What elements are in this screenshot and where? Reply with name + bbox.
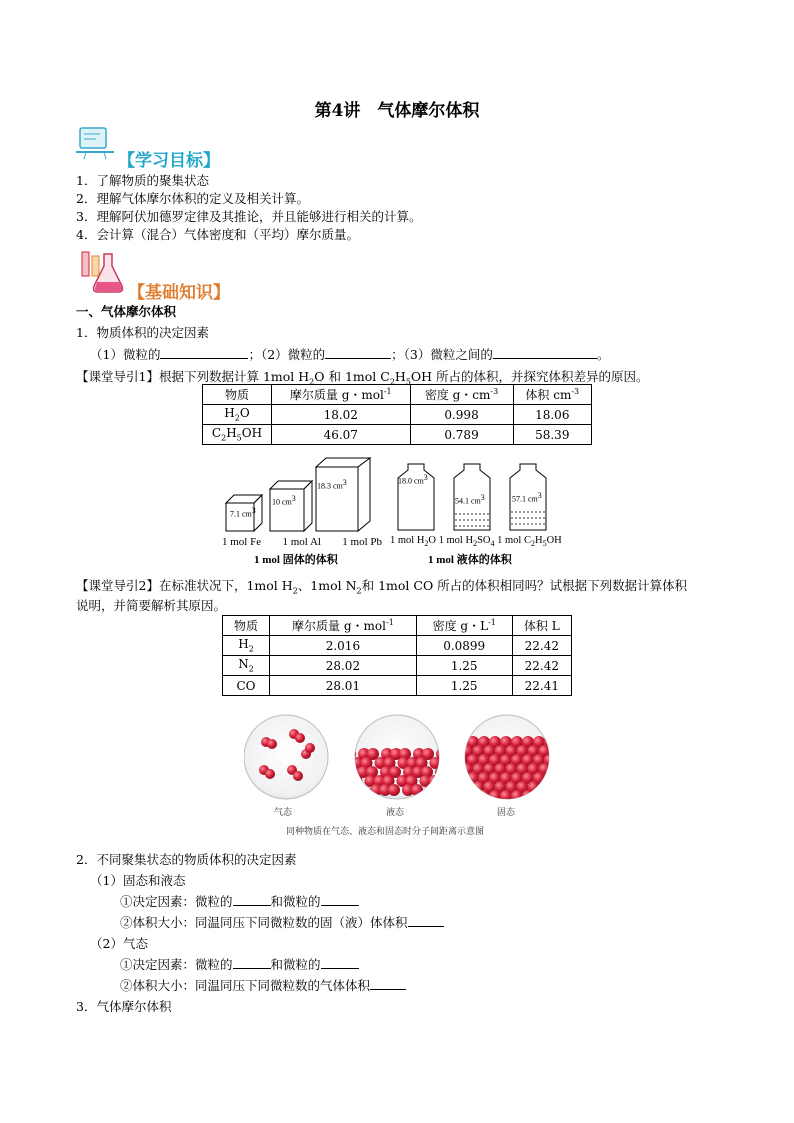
blank-9[interactable] [370, 977, 406, 990]
particle [434, 784, 446, 796]
goal-item-4: 4．会计算（混合）气体密度和（平均）摩尔质量。 [76, 227, 359, 242]
sub-2-title: （2）气态 [90, 936, 148, 951]
guide-2-text: 【课堂导引2】在标准状况下，1mol $H_2$、1mol $N_2$和 1mol CO 所占的体积相同吗？试根据下列数据计算体积 [76, 578, 688, 596]
particle [351, 775, 363, 787]
particle [533, 790, 545, 802]
blank-7[interactable] [233, 956, 271, 969]
particle [550, 781, 551, 793]
particle [439, 757, 451, 769]
guide-2-table: 物质 摩尔质量 g・mol$^{-1}$ 密度 g・$L^{-1}$ 体积 L $H_2$ 2.016 0.0899 22.42 $N_2$ 28.02 1.25 22.42 CO 28.01 1.25 22.41 [222, 615, 572, 696]
solid-caption: 1 mol 固体的体积 [254, 554, 338, 566]
sub-1-factors: ①决定因素：微粒的 和微粒的 [120, 892, 359, 910]
table-row: CO 28.01 1.25 22.41 [223, 676, 572, 696]
particle [430, 757, 442, 769]
particle [438, 775, 450, 787]
particle [347, 784, 359, 796]
sub-1-volume: ②体积大小：同温同压下同微粒数的固（液）体体积 [120, 913, 444, 931]
blank-3[interactable] [493, 346, 597, 359]
al-volume-text: 10 $cm^3$ [272, 494, 296, 507]
fe-volume-text: 7.1 $cm^3$ [230, 506, 256, 519]
particle [425, 784, 437, 796]
sub-1-title: （1）固态和液态 [90, 873, 186, 888]
goal-item-2: 2．理解气体摩尔体积的定义及相关计算。 [76, 191, 309, 206]
state-label-solid: 固态 [497, 807, 516, 817]
table-row: $H_2O$ 18.02 0.998 18.06 [203, 405, 592, 425]
section-1-title: 一、气体摩尔体积 [76, 304, 177, 319]
water-volume-label: 18.0 $cm^3$ [398, 473, 428, 486]
sub-2-volume: ②体积大小：同温同压下同微粒数的气体体积 [120, 976, 406, 994]
goal-item-1: 1．了解物质的聚集状态 [76, 173, 209, 188]
blank-4[interactable] [233, 893, 271, 906]
particle [478, 790, 490, 802]
particle [544, 790, 550, 802]
sub-2-factors: ①决定因素：微粒的 和微粒的 [120, 955, 359, 973]
blank-2[interactable] [325, 346, 391, 359]
particle [550, 745, 551, 757]
study-goals-icon [76, 124, 118, 160]
solid-labels: 1 mol Fe 1 mol Al 1 mol Pb [222, 536, 382, 548]
particle [435, 766, 447, 778]
item-3: 3．气体摩尔体积 [76, 999, 172, 1014]
state-label-gas: 气态 [274, 807, 293, 817]
guide-1-text: 【课堂导引1】根据下列数据计算 1mol $H_2O$ 和 1mol $C_2H_5OH$ 所占的体积，并探究体积差异的原因。 [76, 369, 649, 387]
item-2: 2．不同聚集状态的物质体积的决定因素 [76, 852, 297, 867]
table-row: $H_2$ 2.016 0.0899 22.42 [223, 636, 572, 656]
blank-5[interactable] [321, 893, 359, 906]
goals-heading: 【学习目标】 [118, 151, 220, 171]
particle [344, 748, 356, 760]
particle [467, 790, 479, 802]
particle [388, 784, 400, 796]
guide-2-text-2: 说明，并简要解析其原因。 [76, 598, 227, 613]
blank-6[interactable] [408, 914, 444, 927]
guide-1-table: 物质 摩尔质量 g・mol$^{-1}$ 密度 g・$cm^{-3}$ 体积 $cm^{-3}$ $H_2O$ 18.02 0.998 18.06 $C_2H_5OH$ 46.07 0.789 58.39 [202, 384, 592, 445]
particle [550, 763, 551, 775]
pb-volume-text: 18.3 $cm^3$ [317, 478, 347, 491]
solid-volume-figure [220, 455, 380, 537]
particle [456, 790, 468, 802]
table-row: $C_2H_5OH$ 46.07 0.789 58.39 [203, 425, 592, 445]
states-caption: 同种物质在气态、液态和固态时分子间距离示意图 [286, 826, 485, 836]
ethanol-volume-label: 57.1 $cm^3$ [512, 491, 542, 504]
table-row: $N_2$ 28.02 1.25 22.42 [223, 656, 572, 676]
liquid-caption: 1 mol 液体的体积 [428, 554, 512, 566]
particle [456, 772, 468, 784]
page-title: 第4讲 气体摩尔体积 [314, 101, 480, 121]
particle [500, 790, 512, 802]
acid-volume-label: 54.1 $cm^3$ [455, 493, 485, 506]
item-1: 1．物质体积的决定因素 [76, 325, 209, 340]
particle [511, 790, 523, 802]
factors-line: （1）微粒的 ；（2）微粒的 ；（3）微粒之间的 。 [90, 347, 610, 362]
blank-1[interactable] [160, 346, 248, 359]
liquid-labels: 1 mol $H_2O$ 1 mol $H_2SO_4$ 1 mol $C_2H_5OH$ [390, 535, 562, 549]
state-label-liquid: 液态 [386, 807, 405, 817]
particle [462, 781, 474, 793]
basics-heading: 【基础知识】 [128, 283, 230, 303]
goal-item-3: 3．理解阿伏加德罗定律及其推论，并且能够进行相关的计算。 [76, 209, 422, 224]
states-figure [244, 712, 550, 808]
blank-8[interactable] [321, 956, 359, 969]
flask-icon [76, 250, 128, 296]
